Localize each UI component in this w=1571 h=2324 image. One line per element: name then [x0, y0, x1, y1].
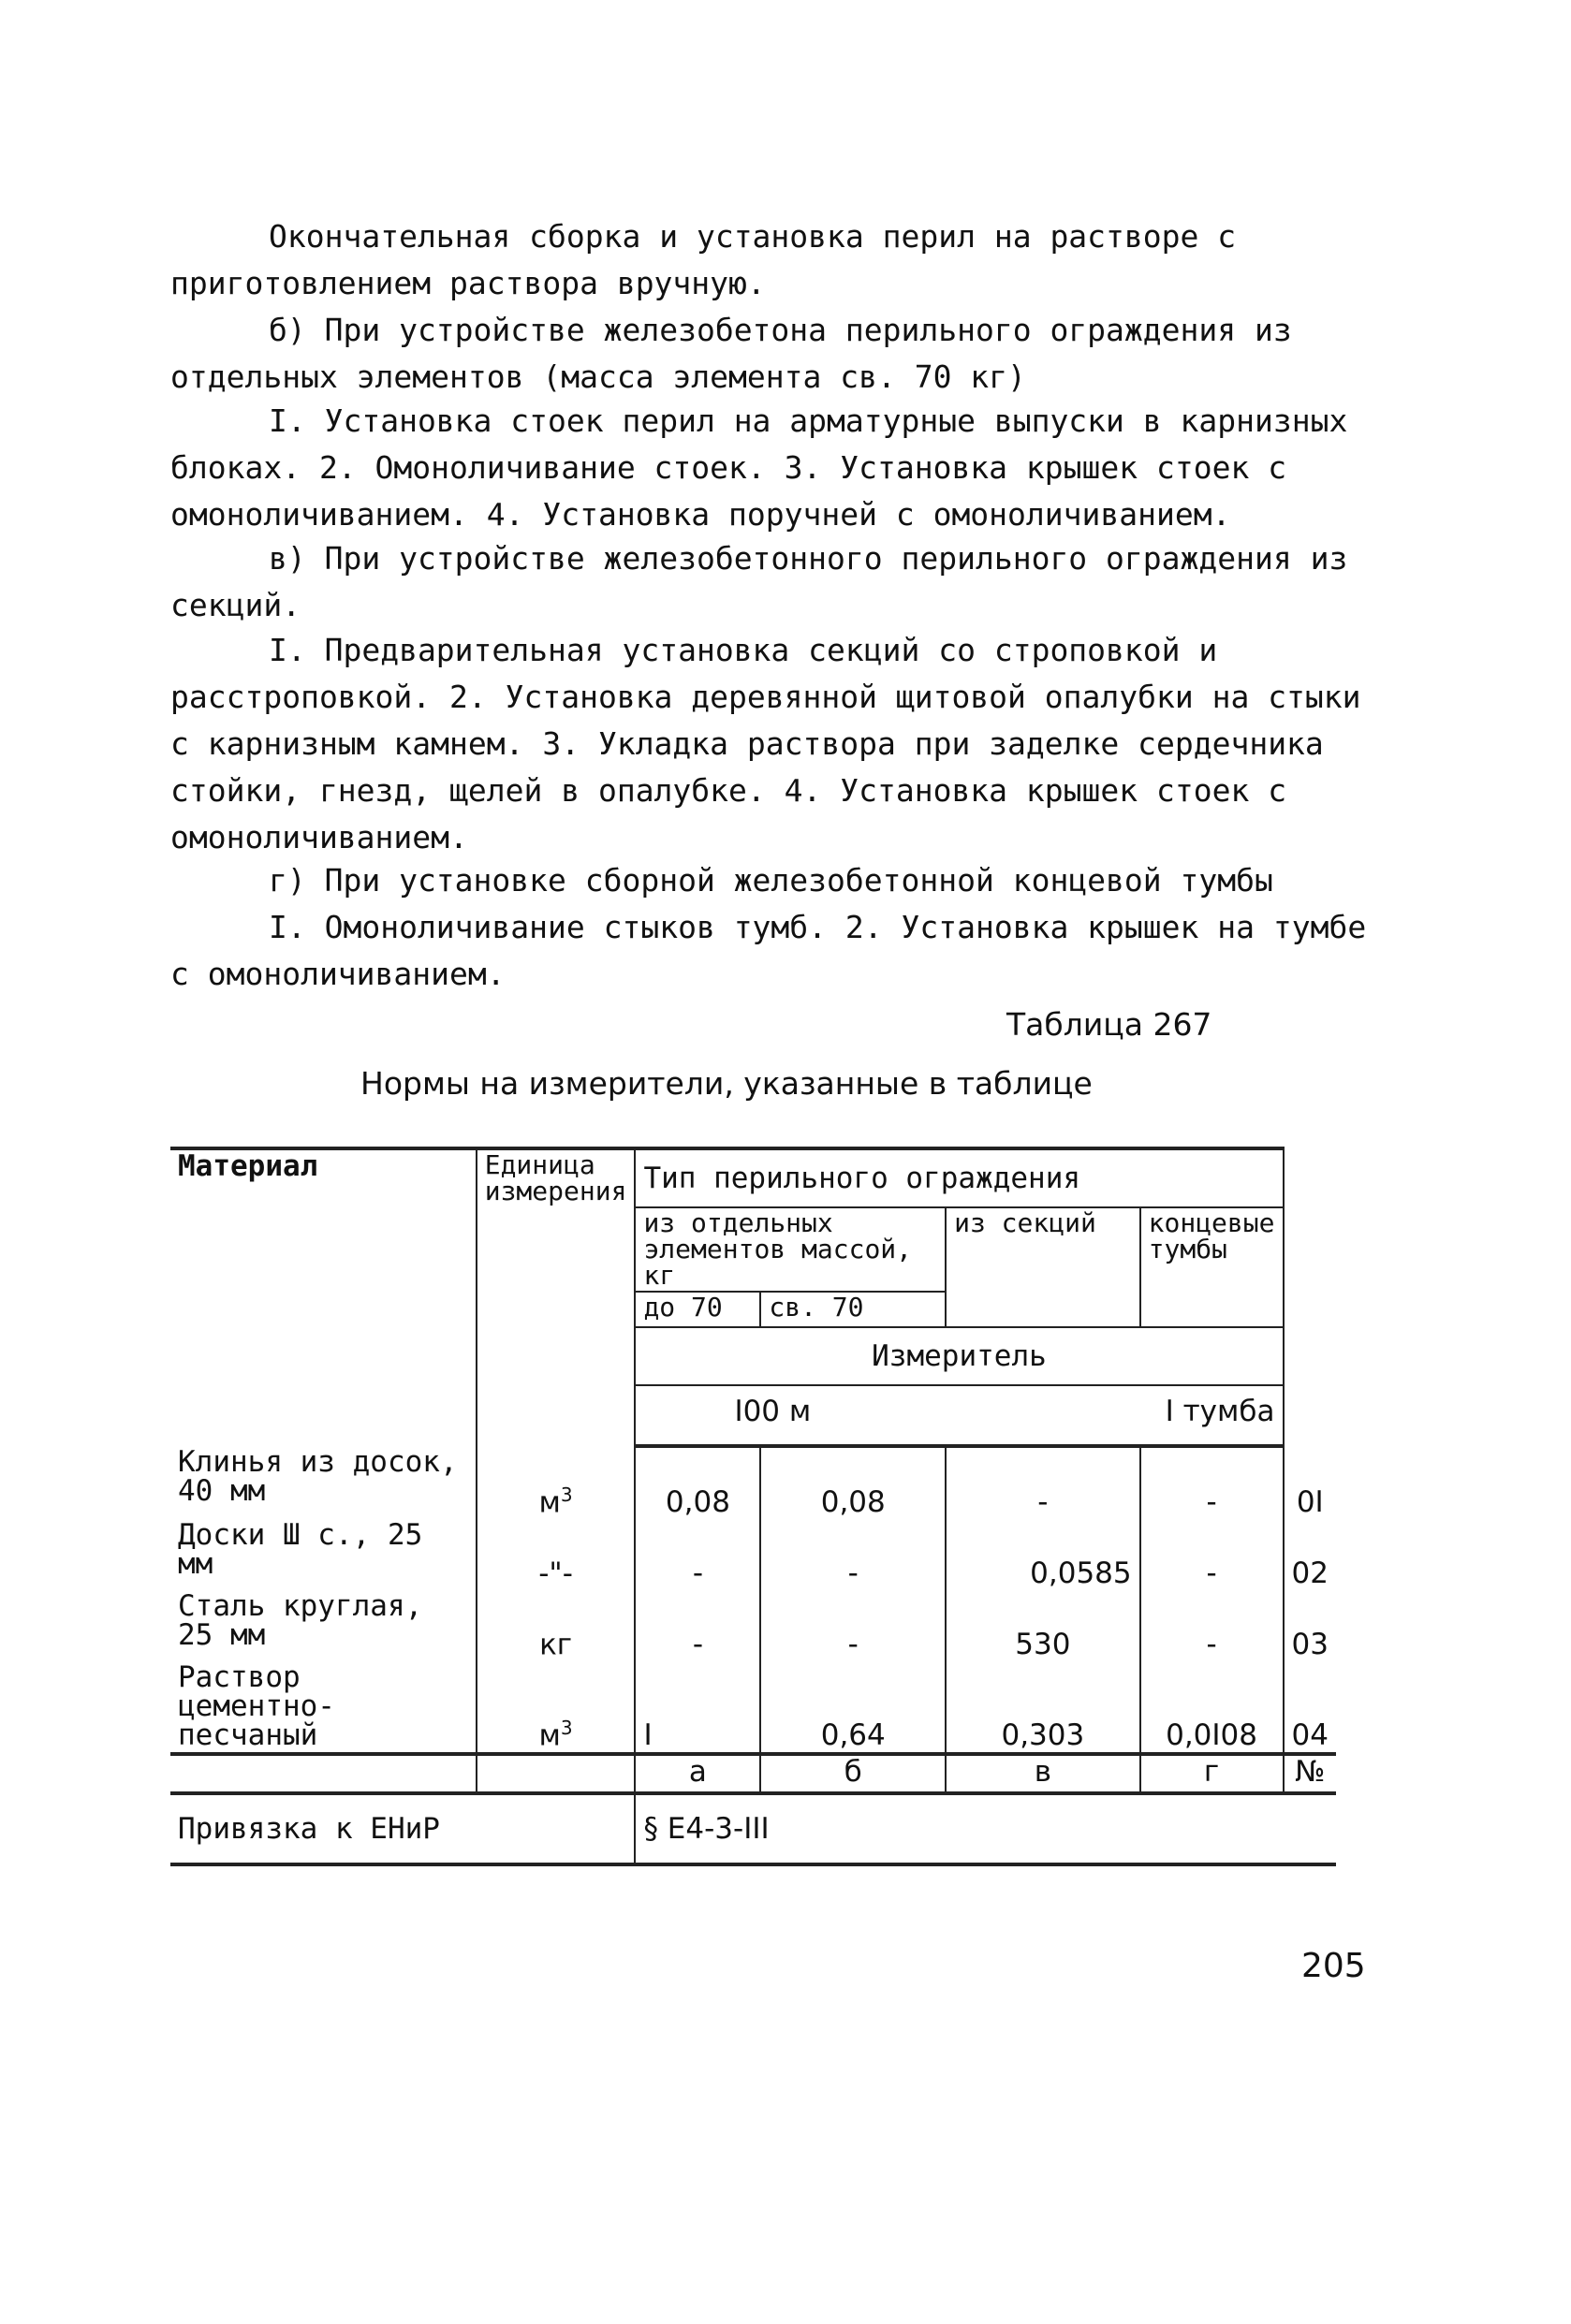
row-d: - [1140, 1590, 1284, 1661]
footer-value: § Е4-3-III [635, 1793, 1336, 1864]
row-c: - [946, 1446, 1140, 1519]
header-sections: из секций [946, 1207, 1140, 1327]
page-number: 205 [1301, 1947, 1366, 1985]
row-d: - [1140, 1446, 1284, 1519]
column-letter: № [1284, 1754, 1337, 1793]
table-caption: Нормы на измерители, указанные в таблице [360, 1065, 1093, 1102]
norms-table [170, 1147, 1336, 1866]
row-unit: -"- [477, 1519, 636, 1590]
column-letter: г [1140, 1754, 1284, 1793]
header-end-posts: концевые тумбы [1140, 1207, 1284, 1327]
row-a: - [635, 1590, 760, 1661]
row-material: Сталь круглая, 25 мм [170, 1590, 477, 1661]
row-c: 0,303 [946, 1661, 1140, 1754]
table-row [170, 1446, 1336, 1519]
paragraph-4: в) При устройстве железобетонного перильного ограждения из секций. [170, 540, 1348, 623]
paragraph-1: Окончательная сборка и установка перил на растворе с приготовлением раствора вручную. [170, 218, 1237, 301]
row-material: Клинья из досок, 40 мм [170, 1446, 477, 1519]
row-material: Раствор цементно-песчаный [170, 1661, 477, 1754]
row-number: 02 [1284, 1519, 1337, 1590]
column-letter: а [635, 1754, 760, 1793]
column-letter: б [760, 1754, 946, 1793]
row-material: Доски Ш с., 25 мм [170, 1519, 477, 1590]
header-upto70: до 70 [635, 1292, 760, 1327]
column-letters-row [170, 1754, 1336, 1793]
measure-100m: I00 м [734, 1395, 812, 1428]
paragraph-6: г) При установке сборной железобетонной концевой тумбы [269, 862, 1273, 899]
row-d: - [1140, 1519, 1284, 1590]
header-material: Материал [170, 1148, 477, 1446]
footer-label: Привязка к ЕНиР [170, 1793, 635, 1864]
row-c: 0,0585 [946, 1519, 1140, 1590]
row-d: 0,0I08 [1140, 1661, 1284, 1754]
row-b: - [760, 1519, 946, 1590]
header-separate: из отдельных элементов массой, кг [635, 1207, 946, 1292]
row-number: 03 [1284, 1590, 1337, 1661]
measure-post: I тумба [1165, 1395, 1275, 1428]
table-row [170, 1590, 1336, 1661]
row-number: 04 [1284, 1661, 1337, 1754]
row-a: I [635, 1661, 760, 1754]
header-unit: Единица измерения [477, 1148, 636, 1446]
header-fence-type: Тип перильного ограждения [635, 1148, 1283, 1207]
paragraph-7: I. Омоноличивание стыков тумб. 2. Установка крышек на тумбе с омоноличиванием. [170, 909, 1367, 992]
table-row [170, 1519, 1336, 1590]
row-a: 0,08 [635, 1446, 760, 1519]
row-unit: кг [477, 1590, 636, 1661]
paragraph-5: I. Предварительная установка секций со строповкой и расстроповкой. 2. Установка деревянной щитовой опалубки на стыки с карнизным камнем. 3. Укладка раствора при заделке сердечника стойки, гнезд, щелей в опалубке. 4. Установка крышек стоек с омоноличиванием. [170, 632, 1361, 855]
column-letter: в [946, 1754, 1140, 1793]
row-unit: $м^3$ [477, 1446, 636, 1519]
header-over70: св. 70 [760, 1292, 946, 1327]
row-a: - [635, 1519, 760, 1590]
paragraph-2: б) При устройстве железобетона перильного ограждения из отдельных элементов (масса элемента св. 70 кг) [170, 312, 1292, 395]
row-unit: $м^3$ [477, 1661, 636, 1754]
table-row [170, 1661, 1336, 1754]
footer-row [170, 1793, 1336, 1864]
row-number: 0I [1284, 1446, 1337, 1519]
row-c: 530 [946, 1590, 1140, 1661]
header-measure: Измеритель [635, 1327, 1283, 1385]
row-b: - [760, 1590, 946, 1661]
row-b: 0,64 [760, 1661, 946, 1754]
row-b: 0,08 [760, 1446, 946, 1519]
table-number: Таблица 267 [1006, 1006, 1212, 1043]
paragraph-3: I. Установка стоек перил на арматурные выпуски в карнизных блоках. 2. Омоноличивание стоек. 3. Установка крышек стоек с омоноличиванием. 4. Установка поручней с омоноличиванием. [170, 402, 1348, 533]
